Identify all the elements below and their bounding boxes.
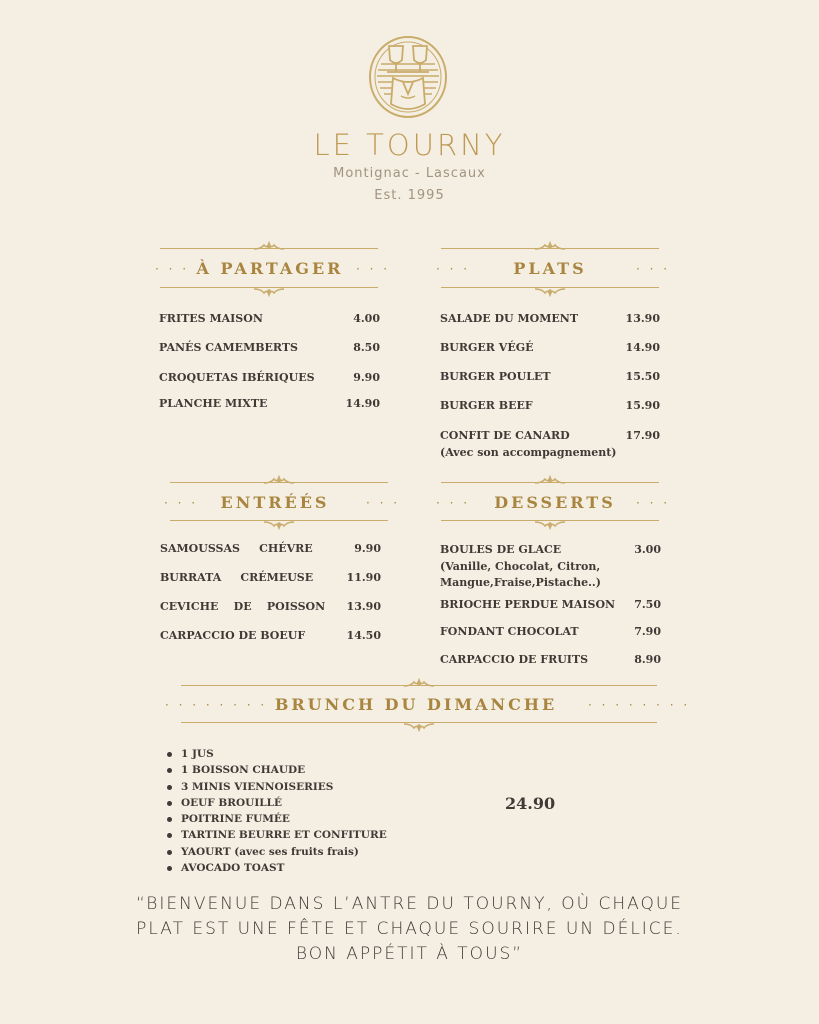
dots-decoration: · · · [436,496,471,510]
menu-item-name: CEVICHE DE POISSON [160,600,326,613]
restaurant-location: Montignac - Lascaux [333,166,486,181]
section-title-entrees: ENTRÉÉS [220,493,330,512]
list-item: TARTINE BEURRE ET CONFITURE [163,827,387,843]
quote-line: “BIENVENUE DANS L’ANTRE DU TOURNY, OÙ CHAQUE [135,894,684,914]
menu-item-price: 13.90 [625,312,660,325]
list-item: POITRINE FUMÉE [163,811,387,827]
menu-item-price: 9.90 [354,542,381,555]
menu-item-price: 14.50 [346,629,381,642]
list-item: OEUF BROUILLÉ [163,795,387,811]
ornament-icon [402,722,436,732]
wine-glasses-waiter-icon [367,34,449,120]
ornament-icon [262,475,296,485]
dots-decoration: · · · [356,262,391,276]
menu-item-name: CARPACCIO DE FRUITS [440,653,589,666]
menu-item-price: 11.90 [346,571,381,584]
menu-item-name: BURGER POULET [440,370,551,383]
dots-decoration: · · · · · · · · [165,698,268,712]
menu-item-price: 14.90 [345,397,380,410]
dots-decoration: · · · [636,496,671,510]
established-year: Est. 1995 [374,188,445,203]
section-title-brunch: BRUNCH DU DIMANCHE [274,695,558,714]
menu-item-name: BURRATA CRÉMEUSE [160,571,314,584]
menu-item-price: 4.00 [353,312,380,325]
menu-item-note: Mangue,Fraise,Pistache..) [440,576,601,589]
menu-item-name: FRITES MAISON [159,312,263,325]
menu-item-price: 14.90 [625,341,660,354]
menu-item-name: FONDANT CHOCOLAT [440,625,579,638]
section-title-desserts: DESSERTS [494,493,616,512]
ornament-icon [252,287,286,297]
menu-item-note: (Vanille, Chocolat, Citron, [440,560,601,573]
menu-item-price: 15.90 [625,399,660,412]
ornament-icon [533,241,567,251]
ornament-icon [533,475,567,485]
ornament-icon [533,287,567,297]
dots-decoration: · · · [636,262,671,276]
menu-item-note: (Avec son accompagnement) [440,446,617,459]
dots-decoration: · · · [164,496,199,510]
menu-item-name: BURGER VÉGÉ [440,341,534,354]
menu-item-name: SAMOUSSAS CHÉVRE [160,542,313,555]
dots-decoration: · · · [366,496,401,510]
ornament-icon [402,678,436,688]
list-item: 3 MINIS VIENNOISERIES [163,779,387,795]
dots-decoration: · · · [436,262,471,276]
ornament-icon [262,520,296,530]
welcome-quote [100,892,719,967]
menu-item-price: 17.90 [625,429,660,442]
restaurant-name: LE TOURNY [313,128,506,162]
dots-decoration: · · · · · · · · [588,698,691,712]
list-item: AVOCADO TOAST [163,860,387,876]
menu-item-name: CROQUETAS IBÉRIQUES [159,371,315,384]
menu-item-price: 8.50 [353,341,380,354]
menu-item-name: SALADE DU MOMENT [440,312,579,325]
menu-item-name: BURGER BEEF [440,399,533,412]
list-item: 1 JUS [163,746,387,762]
dots-decoration: · · · [155,262,190,276]
section-title-a-partager: À PARTAGER [196,259,344,278]
menu-item-name: BRIOCHE PERDUE MAISON [440,598,616,611]
list-item: YAOURT (avec ses fruits frais) [163,844,387,860]
section-title-plats: PLATS [513,259,587,278]
menu-item-price: 9.90 [353,371,380,384]
brunch-price: 24.90 [505,794,556,813]
menu-item-price: 7.90 [634,625,661,638]
menu-item-price: 15.50 [625,370,660,383]
menu-item-name: CARPACCIO DE BOEUF [160,629,306,642]
quote-line: BON APPÉTIT À TOUS” [295,944,524,964]
menu-item-price: 7.50 [634,598,661,611]
menu-item-name: PANÉS CAMEMBERTS [159,341,299,354]
brunch-item-list [163,746,387,876]
menu-item-name: BOULES DE GLACE [440,543,562,556]
list-item: 1 BOISSON CHAUDE [163,762,387,778]
menu-item-price: 8.90 [634,653,661,666]
quote-line: PLAT EST UNE FÊTE ET CHAQUE SOURIRE UN DÉLICE. [136,919,683,939]
ornament-icon [252,241,286,251]
ornament-icon [533,520,567,530]
menu-item-price: 13.90 [346,600,381,613]
menu-item-price: 3.00 [634,543,661,556]
menu-item-name: CONFIT DE CANARD [440,429,570,442]
menu-item-name: PLANCHE MIXTE [159,397,268,410]
